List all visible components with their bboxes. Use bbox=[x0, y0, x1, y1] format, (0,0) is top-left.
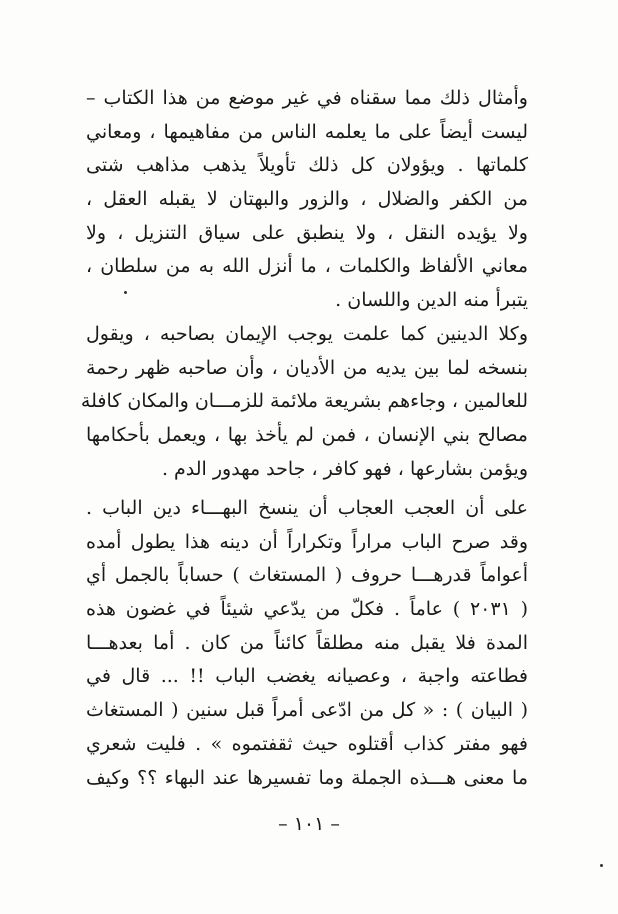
text-line: للعالمين ، وجاءهم بشريعة ملائمة للزمـــان والمكان كافلة bbox=[80, 390, 528, 413]
text-line: ولا يؤيده النقل ، ولا ينطبق على سياق التنزيل ، ولا bbox=[86, 221, 528, 244]
text-line: ويؤمن بشارعها ، فهو كافر ، جاحد مهدور الدم . bbox=[161, 457, 528, 480]
text-line: بنسخه لما بين يديه من الأديان ، وأن صاحبه ظهر رحمة bbox=[86, 356, 528, 379]
text-line: وقد صرح الباب مراراً وتكراراً أن دينه هذا يطول أمده bbox=[86, 530, 528, 553]
paragraph-1 bbox=[86, 82, 528, 318]
text-line: ( البيان ) : « كل من ادّعى أمراً قبل سنين ( المستغاث bbox=[86, 699, 528, 722]
paragraph-2 bbox=[80, 318, 528, 486]
text-line: مصالح بني الإنسان ، فمن لم يأخذ بها ، ويعمل بأحكامها bbox=[86, 424, 528, 447]
text-line: وكلا الدينين كما علمت يوجب الإيمان بصاحبه ، ويقول bbox=[86, 323, 528, 345]
text-line: ما معنى هـــذه الجملة وما تفسيرها عند البهاء ؟؟ وكيف bbox=[86, 766, 528, 789]
paragraph-3 bbox=[86, 492, 528, 795]
text-line: يتبرأ منه الدين واللسان . bbox=[335, 289, 528, 312]
print-speck bbox=[124, 291, 127, 294]
text-line: كلماتها . ويؤولان كل ذلك تأويلاً يذهب مذاهب شتى bbox=[86, 154, 528, 177]
text-line: من الكفر والضلال ، والزور والبهتان لا يقبله العقل ، bbox=[86, 188, 528, 211]
text-line: وأمثال ذلك مما سقناه في غير موضع من هذا الكتاب – bbox=[86, 87, 528, 109]
text-line: فطاعته واجبة ، وعصيانه يغضب الباب !! ... قال في bbox=[86, 665, 528, 688]
text-line: ليست أيضاً على ما يعلمه الناس من مفاهيمها ، ومعاني bbox=[86, 120, 528, 143]
text-line: معاني الألفاظ والكلمات ، ما أنزل الله به من سلطان ، bbox=[86, 255, 528, 278]
text-line: فهو مفتر كذاب أقتلوه حيث ثقفتموه » . فليت شعري bbox=[86, 732, 528, 755]
print-speck bbox=[600, 864, 603, 867]
text-line: المدة فلا يقبل منه مطلقاً كائناً من كان . أما بعدهـــا bbox=[86, 631, 528, 654]
text-line: على أن العجب العجاب أن ينسخ البهـــاء دين الباب . bbox=[86, 497, 528, 519]
page-number: – ١٠١ – bbox=[278, 813, 340, 835]
text-line: أعواماً قدرهـــا حروف ( المستغاث ) حساباً بالجمل أي bbox=[86, 564, 528, 587]
text-line: ( ٢٠٣١ ) عاماً . فكلّ من يدّعي شيئاً في غضون هذه bbox=[86, 598, 529, 621]
